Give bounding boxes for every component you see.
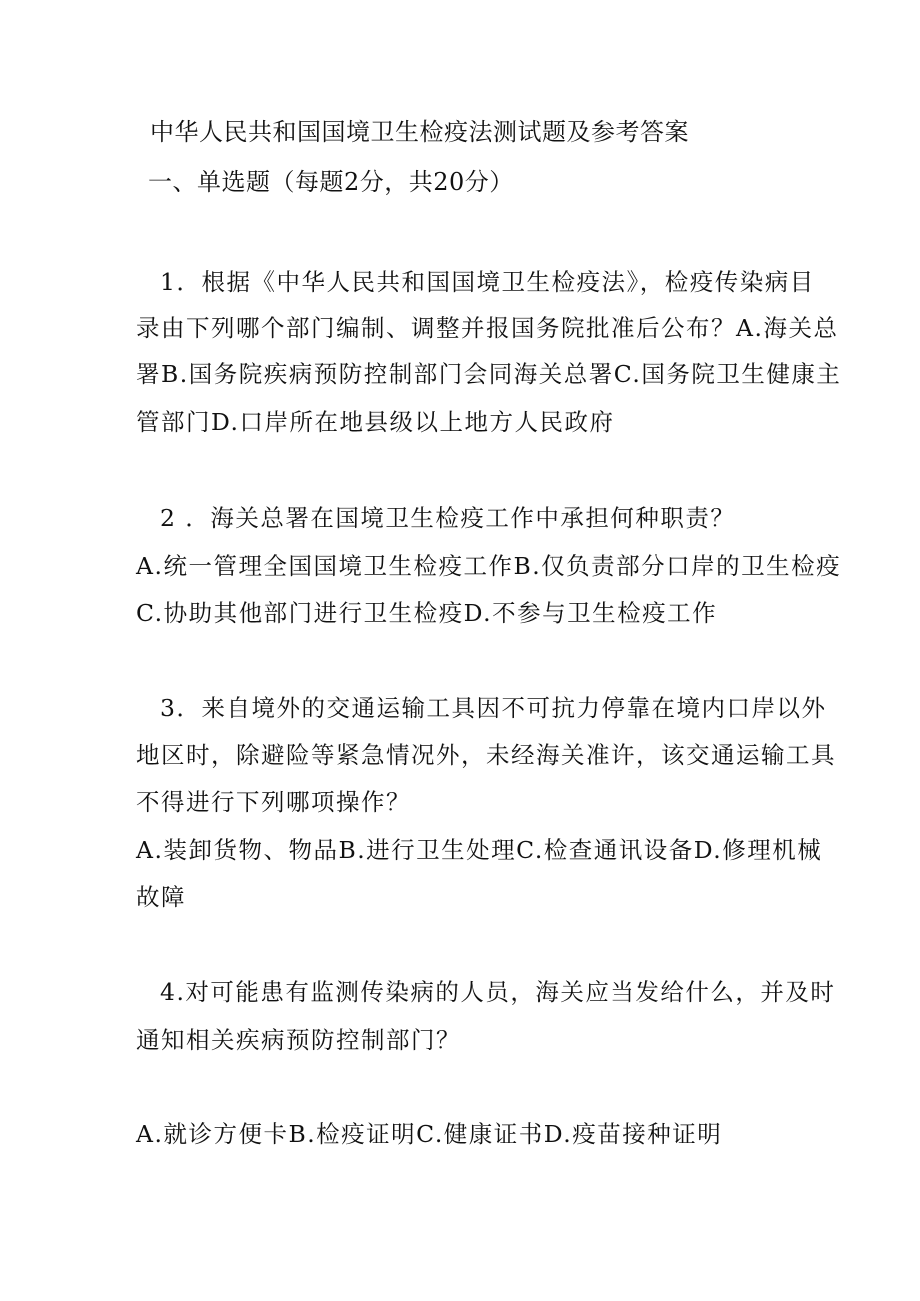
question-2-line-3: C.协助其他部门进行卫生检疫D.不参与卫生检疫工作: [136, 599, 718, 627]
question-2-line-2: A.统一管理全国国境卫生检疫工作B.仅负责部分口岸的卫生检疫: [136, 552, 842, 580]
question-1-line-4: 管部门D.口岸所在地县级以上地方人民政府: [136, 408, 615, 436]
question-1-line-2: 录由下列哪个部门编制、调整并报国务院批准后公布？A.海关总: [136, 314, 839, 342]
question-1-line-1: 1．根据《中华人民共和国国境卫生检疫法》，检疫传染病目: [160, 268, 815, 296]
question-3-line-1: 3．来自境外的交通运输工具因不可抗力停靠在境内口岸以外: [160, 694, 827, 722]
document-title: 中华人民共和国国境卫生检疫法测试题及参考答案: [150, 118, 689, 146]
question-2-line-1: 2 ．海关总署在国境卫生检疫工作中承担何种职责？: [160, 504, 736, 532]
section-heading: 一、单选题（每题2分，共20分）: [148, 168, 514, 196]
question-3-line-2: 地区时，除避险等紧急情况外，未经海关准许，该交通运输工具: [136, 741, 836, 769]
question-3-line-3: 不得进行下列哪项操作？: [136, 788, 411, 816]
question-4-line-1: 4.对可能患有监测传染病的人员，海关应当发给什么，并及时: [160, 978, 836, 1006]
question-4-line-3: A.就诊方便卡B.检疫证明C.健康证书D.疫苗接种证明: [136, 1120, 723, 1148]
question-4-line-2: 通知相关疾病预防控制部门？: [136, 1026, 461, 1054]
question-3-line-5: 故障: [136, 883, 186, 911]
question-3-line-4: A.装卸货物、物品B.进行卫生处理C.检查通讯设备D.修理机械: [136, 836, 823, 864]
question-1-line-3: 署B.国务院疾病预防控制部门会同海关总署C.国务院卫生健康主: [136, 360, 842, 388]
